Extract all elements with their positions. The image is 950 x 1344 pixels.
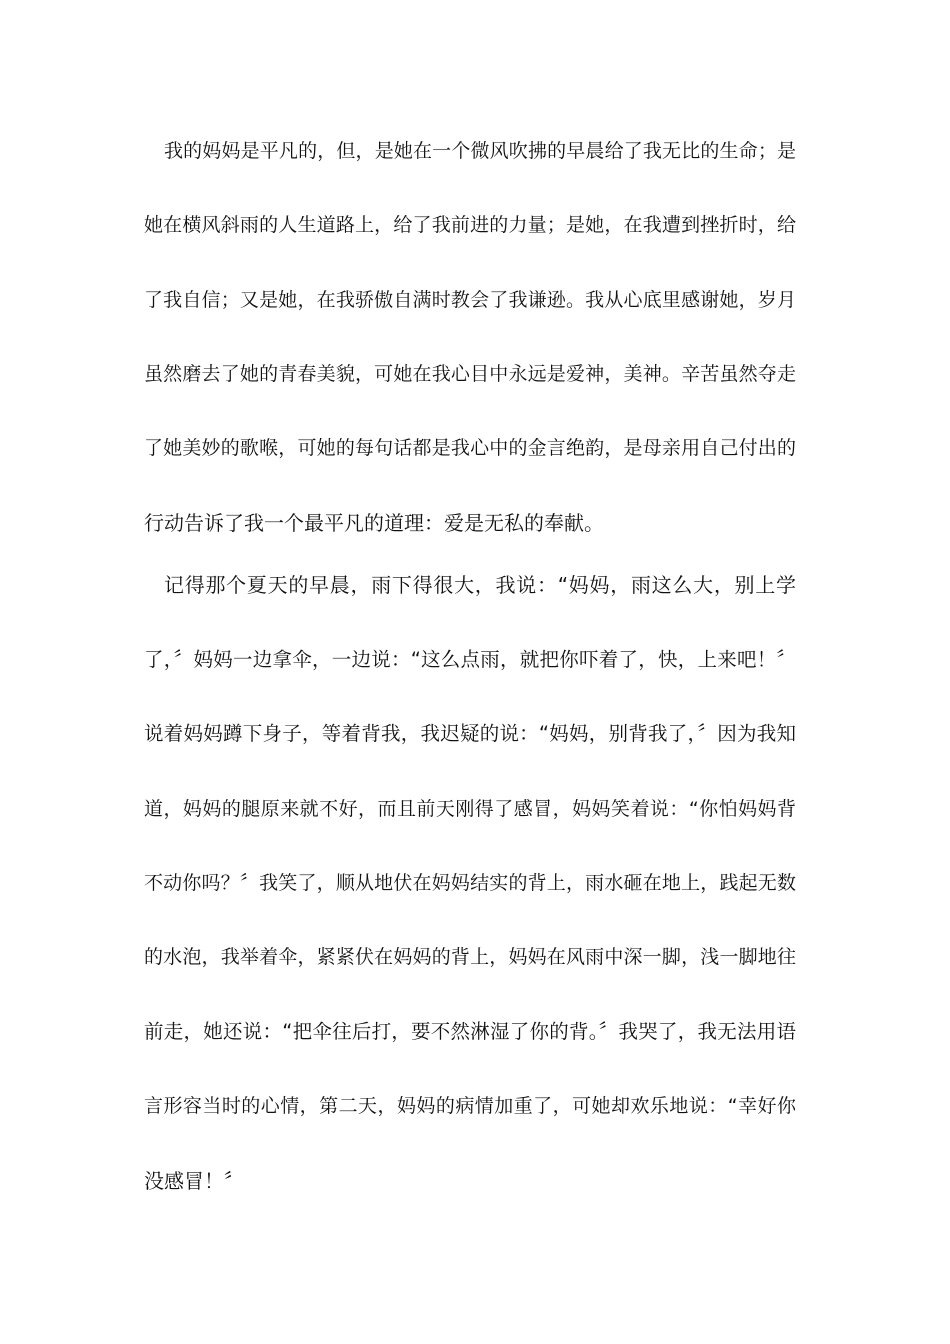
text-line: 道，妈妈的腿原来就不好，而且前天刚得了感冒，妈妈笑着说：“你怕妈妈背: [144, 798, 796, 820]
text-line: 了她美妙的歌喉，可她的每句话都是我心中的金言绝韵，是母亲用自己付出的: [144, 437, 796, 459]
text-line: 言形容当时的心情，第二天，妈妈的病情加重了，可她却欢乐地说：“幸好你: [144, 1095, 796, 1117]
text-line: 了我自信；又是她，在我骄傲自满时教会了我谦逊。我从心底里感谢她，岁月: [144, 289, 796, 311]
text-line: 的水泡，我举着伞，紧紧伏在妈妈的背上，妈妈在风雨中深一脚，浅一脚地往: [144, 946, 796, 968]
text-line: 了，〞妈妈一边拿伞，一边说：“这么点雨，就把你吓着了，快，上来吧！〞: [144, 648, 796, 671]
text-line: 她在横风斜雨的人生道路上，给了我前进的力量；是她，在我遭到挫折时，给: [144, 214, 796, 236]
text-line: 没感冒！〞: [144, 1169, 244, 1193]
text-line: 说着妈妈蹲下身子，等着背我，我迟疑的说：“妈妈，别背我了，〞因为我知: [144, 722, 796, 745]
text-line: 虽然磨去了她的青春美貌，可她在我心目中永远是爱神，美神。辛苦虽然夺走: [144, 363, 796, 385]
text-line: 前走，她还说：“把伞往后打，要不然淋湿了你的背。〞我哭了，我无法用语: [144, 1020, 796, 1043]
text-line: 行动告诉了我一个最平凡的道理：爱是无私的奉献。: [144, 511, 604, 535]
text-line: 我的妈妈是平凡的，但，是她在一个微风吹拂的早晨给了我无比的生命；是: [164, 140, 796, 162]
text-line: 不动你吗？〞我笑了，顺从地伏在妈妈结实的背上，雨水砸在地上，践起无数: [144, 872, 796, 894]
text-line: 记得那个夏天的早晨，雨下得很大，我说：“妈妈，雨这么大，别上学: [164, 573, 796, 597]
